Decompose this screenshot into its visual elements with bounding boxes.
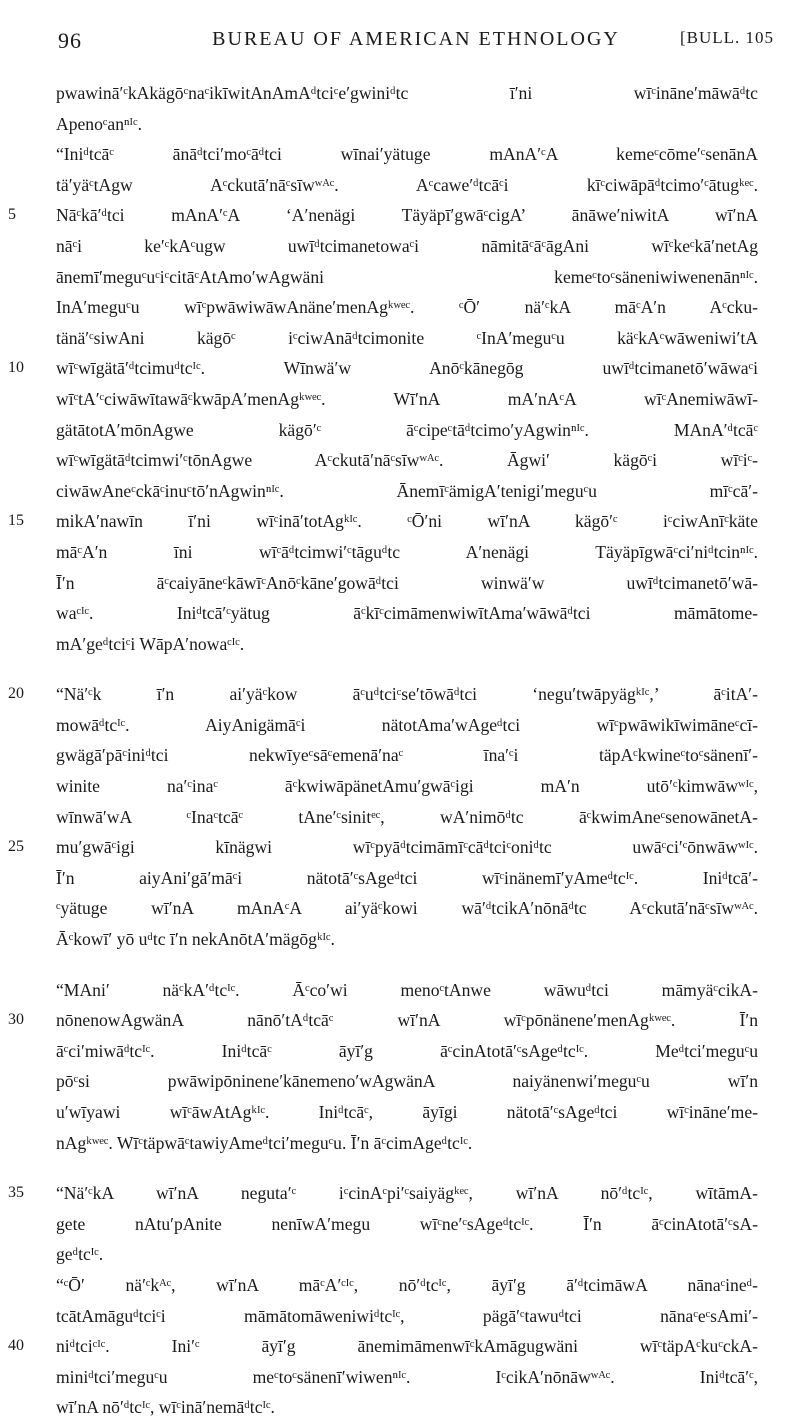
- line-number: 15: [8, 512, 24, 530]
- text-line: [8, 200, 758, 231]
- line-text: mA′geᵈtciᶜi WāpA′nowaᶜᴵᶜ.: [56, 633, 245, 654]
- paragraph-gap: [56, 659, 758, 679]
- line-text: nAgᵏʷᵉᶜ. WīᶜtäpwāᶜtawiyAmeᵈtci′meguᶜu. Ī′n āᶜcimAgeᵈtcᴵᶜ.: [56, 1132, 473, 1153]
- line-text: pōᶜsi pwāwipōninene′kānemeno′wAgwänA naiyänenwi′meguᶜu wī′n: [56, 1071, 758, 1092]
- line-text: tä′yäᶜtAgw Aᶜckutā′nāᶜsīwʷᴬᶜ. Aᶜcawe′ᵈtcāᶜi kīᶜciwāpāᵈtcimo′ᶜātugᵏᵉᶜ.: [56, 174, 758, 195]
- text-line: [56, 1097, 758, 1128]
- line-text: pwawinā′ᶜkAkägōᶜnaᶜikīwitAnAmAᵈtciᶜe′gwiniᵈtc ī′ni wīᶜināne′māwāᵈtc: [56, 83, 758, 103]
- text-line: [8, 1331, 758, 1362]
- page-number: 96: [58, 28, 82, 53]
- text-line: [56, 1270, 758, 1301]
- line-number: 5: [8, 206, 16, 224]
- line-text: wīᶜwīgätā′ᵈtcimuᵈtcᴵᶜ. Wīnwä′w Anōᶜkānegōg uwīᵈtcimanetō′wāwaᶜi: [56, 358, 758, 379]
- line-text: miniᵈtci′meguᶜu meᶜtoᶜsänenī′wiwenⁿᴵᶜ. IᶜcikA′nōnāwʷᴬᶜ. Iniᵈtcā′ᶜ,: [56, 1366, 758, 1387]
- line-text: wī′nA nō′ᵈtcᴵᶜ, wīᶜinā′nemāᵈtcᴵᶜ.: [56, 1397, 275, 1418]
- line-text: māᶜA′n īni wīᶜāᵈtcimwi′ᶜtāguᵈtc A′nenägi Täyäpīgwāᶜci′niᵈtcinⁿᴵᶜ.: [56, 541, 758, 562]
- line-text: mowāᵈtcᴵᶜ. AiyAnigämāᶜi nätotAma′wAgeᵈtci wīᶜpwāwikīwimāneᶜcī-: [56, 714, 758, 735]
- line-number: 35: [8, 1184, 24, 1202]
- running-title: BUREAU OF AMERICAN ETHNOLOGY: [212, 28, 620, 50]
- line-text: winite na′ᶜinaᶜ āᶜkwiwāpänetAmu′gwāᶜigi mA′n utō′ᶜkimwāwʷᴵᶜ,: [56, 776, 758, 797]
- text-line: [8, 832, 758, 863]
- line-text: “Iniᵈtcāᶜ ānāᵈtci′moᶜāᵈtci wīnai′yätuge mAnA′ᶜA kemeᶜcōme′ᶜsenānA: [56, 144, 758, 165]
- line-text: gätātotA′mōnAgwe kägō′ᶜ āᶜcipeᶜtāᵈtcimo′yAgwinⁿᴵᶜ. MAnA′ᵈtcāᶜ: [56, 419, 758, 440]
- line-text: u′wīyawi wīᶜāwAtAgᵏᴵᶜ. Iniᵈtcāᶜ, āyīgi nätotā′ᶜsAgeᵈtci wīᶜināne′me-: [56, 1102, 758, 1122]
- text-line: [56, 802, 758, 833]
- text-line: [56, 710, 758, 741]
- text-line: [56, 231, 758, 262]
- line-number: 30: [8, 1011, 24, 1029]
- text-line: [56, 1301, 758, 1332]
- text-line: [56, 1392, 758, 1423]
- line-number: 20: [8, 685, 24, 703]
- text-line: [56, 1128, 758, 1159]
- line-text: “ᶜŌ′ nä′ᶜkᴬᶜ, wī′nA māᶜA′ᶜᴵᶜ, nō′ᵈtcᴵᶜ, āyī′g ā′ᵈtcimāwA nānaᶜineᵈ-: [56, 1274, 758, 1295]
- line-text: Nāᶜkā′ᵈtci mAnA′ᶜA ‘A′nenägi Täyäpī′gwāᶜcigA’ ānāwe′niwitA wī′nA: [56, 205, 758, 226]
- line-text: ānemī′meguᶜuᶜiᶜcitāᶜAtAmo′wAgwäni kemeᶜtoᶜsäneniwiwenenānⁿᴵᶜ.: [56, 266, 758, 287]
- line-text: wīnwā′wA ᶜInaᶜtcāᶜ tAne′ᶜsinitᵉᶜ, wA′nimōᵈtc āᶜkwimAneᶜsenowānetA-: [56, 806, 758, 827]
- text-line: [56, 323, 758, 354]
- text-line: [56, 1036, 758, 1067]
- text-line: [56, 262, 758, 293]
- line-text: wīᶜwīgätāᵈtcimwi′ᶜtōnAgwe Aᶜckutā′nāᶜsīwʷᴬᶜ. Āgwi′ kägōᶜi wīᶜiᶜ-: [56, 450, 758, 471]
- line-number: 10: [8, 359, 24, 377]
- line-text: tcātAmāguᵈtciᶜi māmātomāweniwiᵈtcᴵᶜ, pägā′ᶜtawuᵈtci nānaᶜeᶜsAmi′-: [56, 1305, 758, 1326]
- text-line: [8, 506, 758, 537]
- text-line: [56, 139, 758, 170]
- text-line: [56, 1362, 758, 1393]
- line-text: geᵈtcᴵᶜ.: [56, 1244, 104, 1265]
- text-line: [56, 629, 758, 660]
- text-line: [56, 170, 758, 201]
- text-line: [56, 292, 758, 323]
- line-text: tänä′ᶜsiwAni kägōᶜ iᶜciwAnāᵈtcimonite ᶜInA′meguᶜu käᶜkAᶜwāweniwi′tA: [56, 327, 758, 348]
- line-number: 40: [8, 1337, 24, 1355]
- line-text: Ī′n āᶜcaiyāneᶜkāwīᶜAnōᶜkāne′gowāᵈtci winwä′w uwīᵈtcimanetō′wā-: [56, 572, 758, 593]
- text-line: [56, 415, 758, 446]
- text-line: [56, 384, 758, 415]
- text-line: [56, 78, 758, 109]
- line-text: āᶜci′miwāᵈtcᴵᶜ. Iniᵈtcāᶜ āyī′g āᶜcinAtotā′ᶜsAgeᵈtcᴵᶜ. Meᵈtci′meguᶜu: [56, 1040, 758, 1061]
- text-line: [56, 598, 758, 629]
- text-line: [56, 445, 758, 476]
- running-header: [58, 28, 774, 58]
- text-line: [56, 893, 758, 924]
- text-line: [56, 476, 758, 507]
- text-line: [8, 1005, 758, 1036]
- line-text: gete nAtu′pAnite nenīwA′megu wīᶜne′ᶜsAgeᵈtcᴵᶜ. Ī′n āᶜcinAtotā′ᶜsA-: [56, 1213, 758, 1234]
- line-text: “Nä′ᶜk ī′n ai′yäᶜkow āᶜuᵈtciᶜse′tōwāᵈtci ‘negu′twāpyägᵏᴵᶜ,’ āᶜitA′-: [56, 684, 758, 705]
- text-line: [8, 679, 758, 710]
- text-line: [56, 1239, 758, 1270]
- text-line: [56, 537, 758, 568]
- line-text: mu′gwāᶜigi kīnägwi wīᶜpyāᵈtcimāmīᶜcāᵈtciᶜoniᵈtc uwāᶜci′ᶜōnwāwʷᴵᶜ.: [56, 837, 758, 858]
- line-text: nōnenowAgwänA nānō′tAᵈtcāᶜ wī′nA wīᶜpōnänene′menAgᵏʷᵉᶜ. Ī′n: [56, 1010, 758, 1031]
- text-line: [56, 975, 758, 1006]
- bulletin-number: [BULL. 105: [679, 28, 774, 47]
- text-line: [56, 1066, 758, 1097]
- line-text: waᶜᴵᶜ. Iniᵈtcā′ᶜyätug āᶜkīᶜcimāmenwiwītAma′wāwāᵈtci māmātome-: [56, 603, 758, 624]
- line-number: 25: [8, 838, 24, 856]
- text-line: [56, 863, 758, 894]
- text-body: [8, 78, 758, 1423]
- line-text: InA′meguᶜu wīᶜpwāwiwāwAnäne′menAgᵏʷᵉᶜ. ᶜŌ′ nä′ᶜkA māᶜA′n Aᶜcku-: [56, 297, 758, 318]
- text-line: [56, 771, 758, 802]
- line-text: “Nä′ᶜkA wī′nA neguta′ᶜ iᶜcinAᶜpi′ᶜsaiyägᵏᵉᶜ, wī′nA nō′ᵈtcᴵᶜ, wītāmA-: [56, 1183, 758, 1204]
- line-text: Āᶜkowī′ yō uᵈtc ī′n nekAnōtA′mägōgᵏᴵᶜ.: [56, 929, 335, 950]
- line-text: Apenoᶜanⁿᴵᶜ.: [56, 113, 142, 134]
- line-text: nāᶜi ke′ᶜkAᶜugw uwīᵈtcimanetowaᶜi nāmitāᶜāᶜāgAni wīᶜkeᶜkā′netAg: [56, 235, 758, 256]
- text-line: [56, 109, 758, 140]
- line-text: Ī′n aiyAni′gā′māᶜi nätotā′ᶜsAgeᵈtci wīᶜinänemī′yAmeᵈtcᴵᶜ. Iniᵈtcā′-: [56, 867, 758, 888]
- text-line: [8, 1178, 758, 1209]
- text-line: [56, 568, 758, 599]
- line-text: gwägā′pāᶜiniᵈtci nekwīyeᶜsāᶜemenā′naᶜ īna′ᶜi täpAᶜkwineᶜtoᶜsänenī′-: [56, 745, 758, 766]
- paragraph-gap: [56, 1158, 758, 1178]
- paragraph-gap: [56, 955, 758, 975]
- line-text: wīᶜtA′ᶜciwāwītawāᶜkwāpA′menAgᵏʷᵉᶜ. Wī′nA mA′nAᶜA wīᶜAnemiwāwī-: [56, 388, 758, 409]
- line-text: mikA′nawīn ī′ni wīᶜinā′totAgᵏᴵᶜ. ᶜŌ′ni wī′nA kägō′ᶜ iᶜciwAnīᶜkäte: [56, 511, 758, 532]
- text-line: [56, 1209, 758, 1240]
- line-text: “MAni′ näᶜkA′ᵈtcᴵᶜ. Āᶜco′wi menoᶜtAnwe wāwuᵈtci māmyäᶜcikA-: [56, 979, 758, 1000]
- line-text: ciwāwAneᶜckāᶜinuᶜtō′nAgwinⁿᴵᶜ. ĀnemīᶜämigA′tenigi′meguᶜu mīᶜcā′-: [56, 480, 758, 501]
- line-text: niᵈtciᶜᴵᶜ. Ini′ᶜ āyī′g ānemimāmenwīᶜkAmāgugwäni wīᶜtäpAᶜkuᶜckA-: [56, 1336, 758, 1357]
- text-line: [8, 353, 758, 384]
- text-line: [56, 740, 758, 771]
- line-text: ᶜyätuge wī′nA mAnAᶜA ai′yäᶜkowi wā′ᵈtcikA′nōnāᵈtc Aᶜckutā′nāᶜsīwʷᴬᶜ.: [56, 898, 758, 919]
- text-line: [56, 924, 758, 955]
